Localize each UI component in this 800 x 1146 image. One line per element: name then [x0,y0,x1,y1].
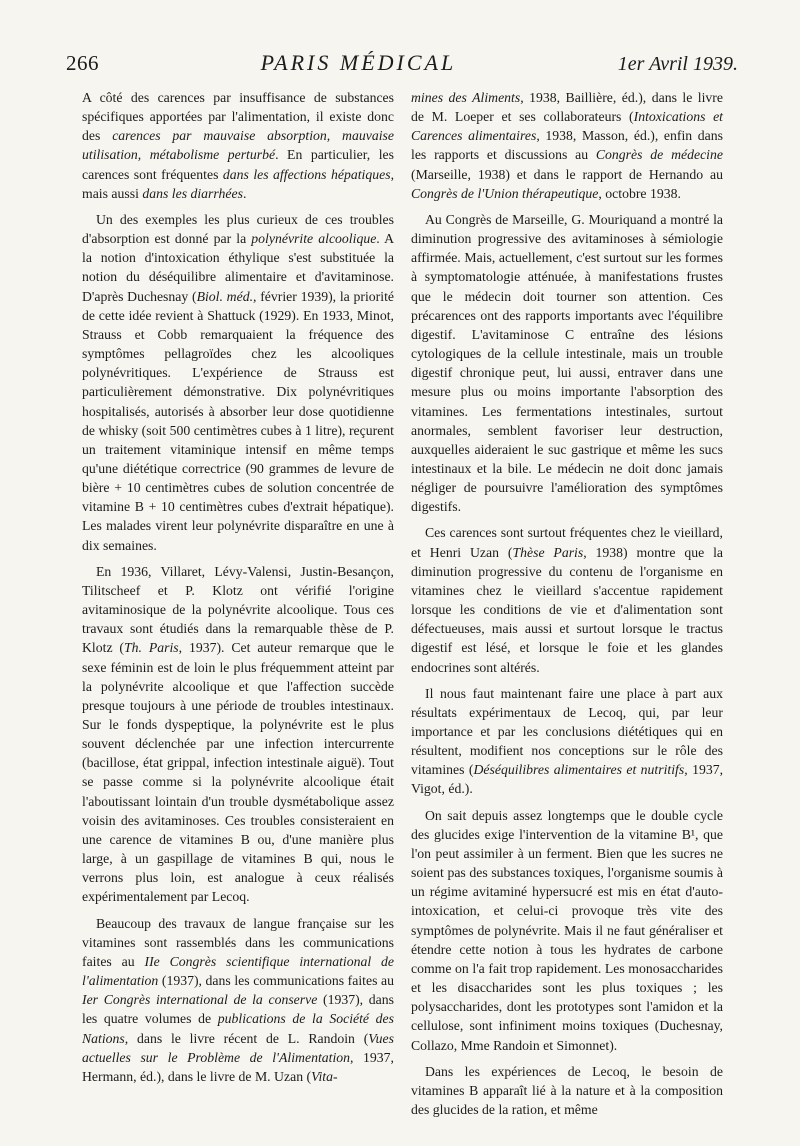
text-run: , 1937, Vigot, éd.). [411,762,724,797]
text-run: , 1938, Baillière, éd.), dans le livre de M. Loeper et ses collaborateurs ( [411,90,723,125]
text-run: A côté des carences par insuffisance de substances spécifiques apportées par l'alimentation, il existe donc des [82,90,394,144]
running-title: PARIS MÉDICAL [260,50,457,75]
right-column [411,88,723,1126]
paragraph: Dans les expériences de Lecoq, le besoin de vitamines B apparaît lié à la nature et à la composition des glucides de la ration, et même [411,1063,723,1117]
paragraph [82,914,394,1086]
text-run: , 1938, Masson, éd.), enfin dans les rapports et discussions au [411,128,724,163]
paragraph [82,562,394,907]
italic-run: Ier Congrès international de la conserve [82,992,318,1008]
italic-run: Déséquilibres alimentaires et nutritifs [473,762,685,778]
text-run: . [242,185,247,201]
text-run: , octobre 1938. [598,185,681,201]
left-column [82,88,394,1093]
text-run: Beaucoup des travaux de langue française sur les vitamines sont rassemblés dans les communications faites au [82,915,394,969]
italic-run: Thèse Paris [512,544,584,560]
italic-run: Vues actuelles sur le Problème de l'Alimentation [82,1030,394,1065]
italic-run: Biol. méd. [196,288,254,304]
paragraph [82,88,394,203]
page-header [66,50,738,84]
text-run: , mais aussi [82,166,394,201]
text-run: . A la notion d'intoxication éthylique s'est substituée la notion du déséquilibre alimentaire et d'avitaminose. D'après Duchesnay ( [82,231,395,304]
italic-run: IIe Congrès scientifique international de l'alimentation [82,953,394,989]
paragraph [411,523,723,676]
text-run: Il nous faut maintenant faire une place à part aux résultats expérimentaux de Lecoq, qui, par leur importance et par les conclusions diététiques qui en résultent, modifient nos conceptions sur le rôle des vitamines ( [411,685,723,778]
text-run: , 1937). Cet auteur remarque que le sexe féminin est de loin le plus fréquemment atteint par la polynévrite alcoolique et que l'affection succède presque toujours à une période de troubles intestinaux. Sur le fonds dyspeptique, la polynévrite est le plus souvent déclenchée par une infection intercurrente (bacillose, état grippal, infection intestinale aiguë). Tout se passe comme si la polynévrite alcoolique était l'aboutissant lointain d'un trouble dysmétabolique assez voisin des avitaminoses. Ces troubles consisteraient en une carence de vitamines B ou, d'une manière plus large, à un gaspillage de vitamines B qui, nous le verrons plus loin, est analogue à ceux réalisés expérimentalement par Lecoq. [82,640,394,905]
issue-date: 1er Avril 1939. [617,53,738,75]
text-run: (Marseille, 1938) et dans le rapport de Hernando au [411,166,723,182]
paragraph [82,210,394,555]
paragraph [411,684,723,799]
text-run: (1937), dans les quatre volumes de [82,992,394,1027]
italic-run: dans les diarrhées [142,185,243,201]
paragraph: Au Congrès de Marseille, G. Mouriquand a montré la diminution progressive des avitaminoses à sémiologie affirmée. Mais, actuellement, c'est surtout sur les formes à symptomatologie atténuée, à manifestations frustes que le médecin doit tourner son attention. Ces précarences ont des rapports importants avec l'équilibre digestif. L'avitaminose C entraîne des lésions cytologiques de la cellule intestinale, mais un trouble digestif chronique peut, lui aussi, entraver dans une mesure plus ou moins importante l'absorption des vitamines. Les fermentations intestinales, surtout anormales, semblent favoriser leur destruction, auxquelles aideraient le suc gastrique et même les sucs intestinaux et la bile. Le médecin ne doit donc jamais négliger de poursuivre l'amélioration des symptômes digestifs. [411,211,723,515]
text-run: , février 1939), la priorité de cette idée revient à Shattuck (1929). En 1933, Minot, Strauss et Cobb remarquaient la fréquence des symptômes pellagroïdes chez les alcooliques polynévritiques. L'expérience de Strauss est particulièrement démonstrative. Dix polynévritiques hospitalisés, autorisés à absorber leur dose quotidienne de whisky (soit 500 centimètres cubes à 1 litre), reçurent un traitement vitaminique intensif en même temps qu'une diététique correctrice (90 grammes de levure de bière + 10 centimètres cubes de solution concentrée de vitamine B + 10 centimètres cubes d'extrait hépatique). Les malades virent leur polynévrite disparaître en une à dix semaines. [82,288,394,553]
italic-run: mines des Aliments [411,90,521,105]
paragraph: On sait depuis assez longtemps que le double cycle des glucides exige l'intervention de la vitamine B¹, que l'on peut assimiler à un ferment. Bien que les sucres ne soient pas des substances toxiques, l'organisme soumis à un régime avitaminé hypersucré est mis en état d'auto-intoxication, et celui-ci provoque très vite des symptômes de polynévrite. Mais il ne faut généraliser et étendre cette notion à tous les hydrates de carbone comme on l'a fait trop rapidement. Les monosaccharides et les disaccharides sont les plus toxiques ; les polysaccharides, dont les prototypes sont l'amidon et la cellulose, sont infiniment moins toxiques (Duchesnay, Collazo, Mme Randoin et Simonnet). [411,807,723,1053]
paragraph [411,88,723,203]
text-run: . En particulier, les carences sont fréquentes [82,147,394,182]
text-run: , dans le livre récent de L. Randoin ( [124,1030,369,1046]
text-run: Ces carences sont surtout fréquentes chez le vieillard, et Henri Uzan ( [411,525,723,560]
italic-run: polynévrite alcoolique [251,231,377,247]
italic-run: Intoxications et Carences alimentaires [411,109,724,144]
italic-run: carences par mauvaise absorption, mauvaise utilisation, métabolisme perturbé [82,128,394,163]
page-number: 266 [66,51,99,75]
italic-run: Congrès de médecine [595,147,723,163]
italic-run: dans les affections hépatiques [222,166,391,182]
text-run: (1937), dans les communications faites au [158,973,394,989]
italic-run: Vita- [311,1068,338,1084]
italic-run: Congrès de l'Union thérapeutique [411,185,599,201]
text-run: , 1938) montre que la diminution progressive du contenu de l'organisme en vitamines chez le vieillard s'accentue rapidement lorsque les conditions de vie et d'alimentation sont défectueuses, mais aussi et surtout lorsque le tractus digestif est lésé, et lorsque le foie et les glandes endocrines sont altérés. [411,544,723,675]
text-run: En 1936, Villaret, Lévy-Valensi, Justin-Besançon, Tilitscheef et P. Klotz ont vérifié l'origine avitaminosique de la polynévrite alcoolique. Tous ces travaux sont étudiés dans la remarquable thèse de P. Klotz ( [82,563,394,656]
italic-run: publications de la Société des Nations [82,1011,395,1046]
text-run: Un des exemples les plus curieux de ces troubles d'absorption est donné par la [82,211,394,247]
text-run: , 1937, Hermann, éd.), dans le livre de M. Uzan ( [82,1049,394,1084]
italic-run: Th. Paris [124,640,179,656]
